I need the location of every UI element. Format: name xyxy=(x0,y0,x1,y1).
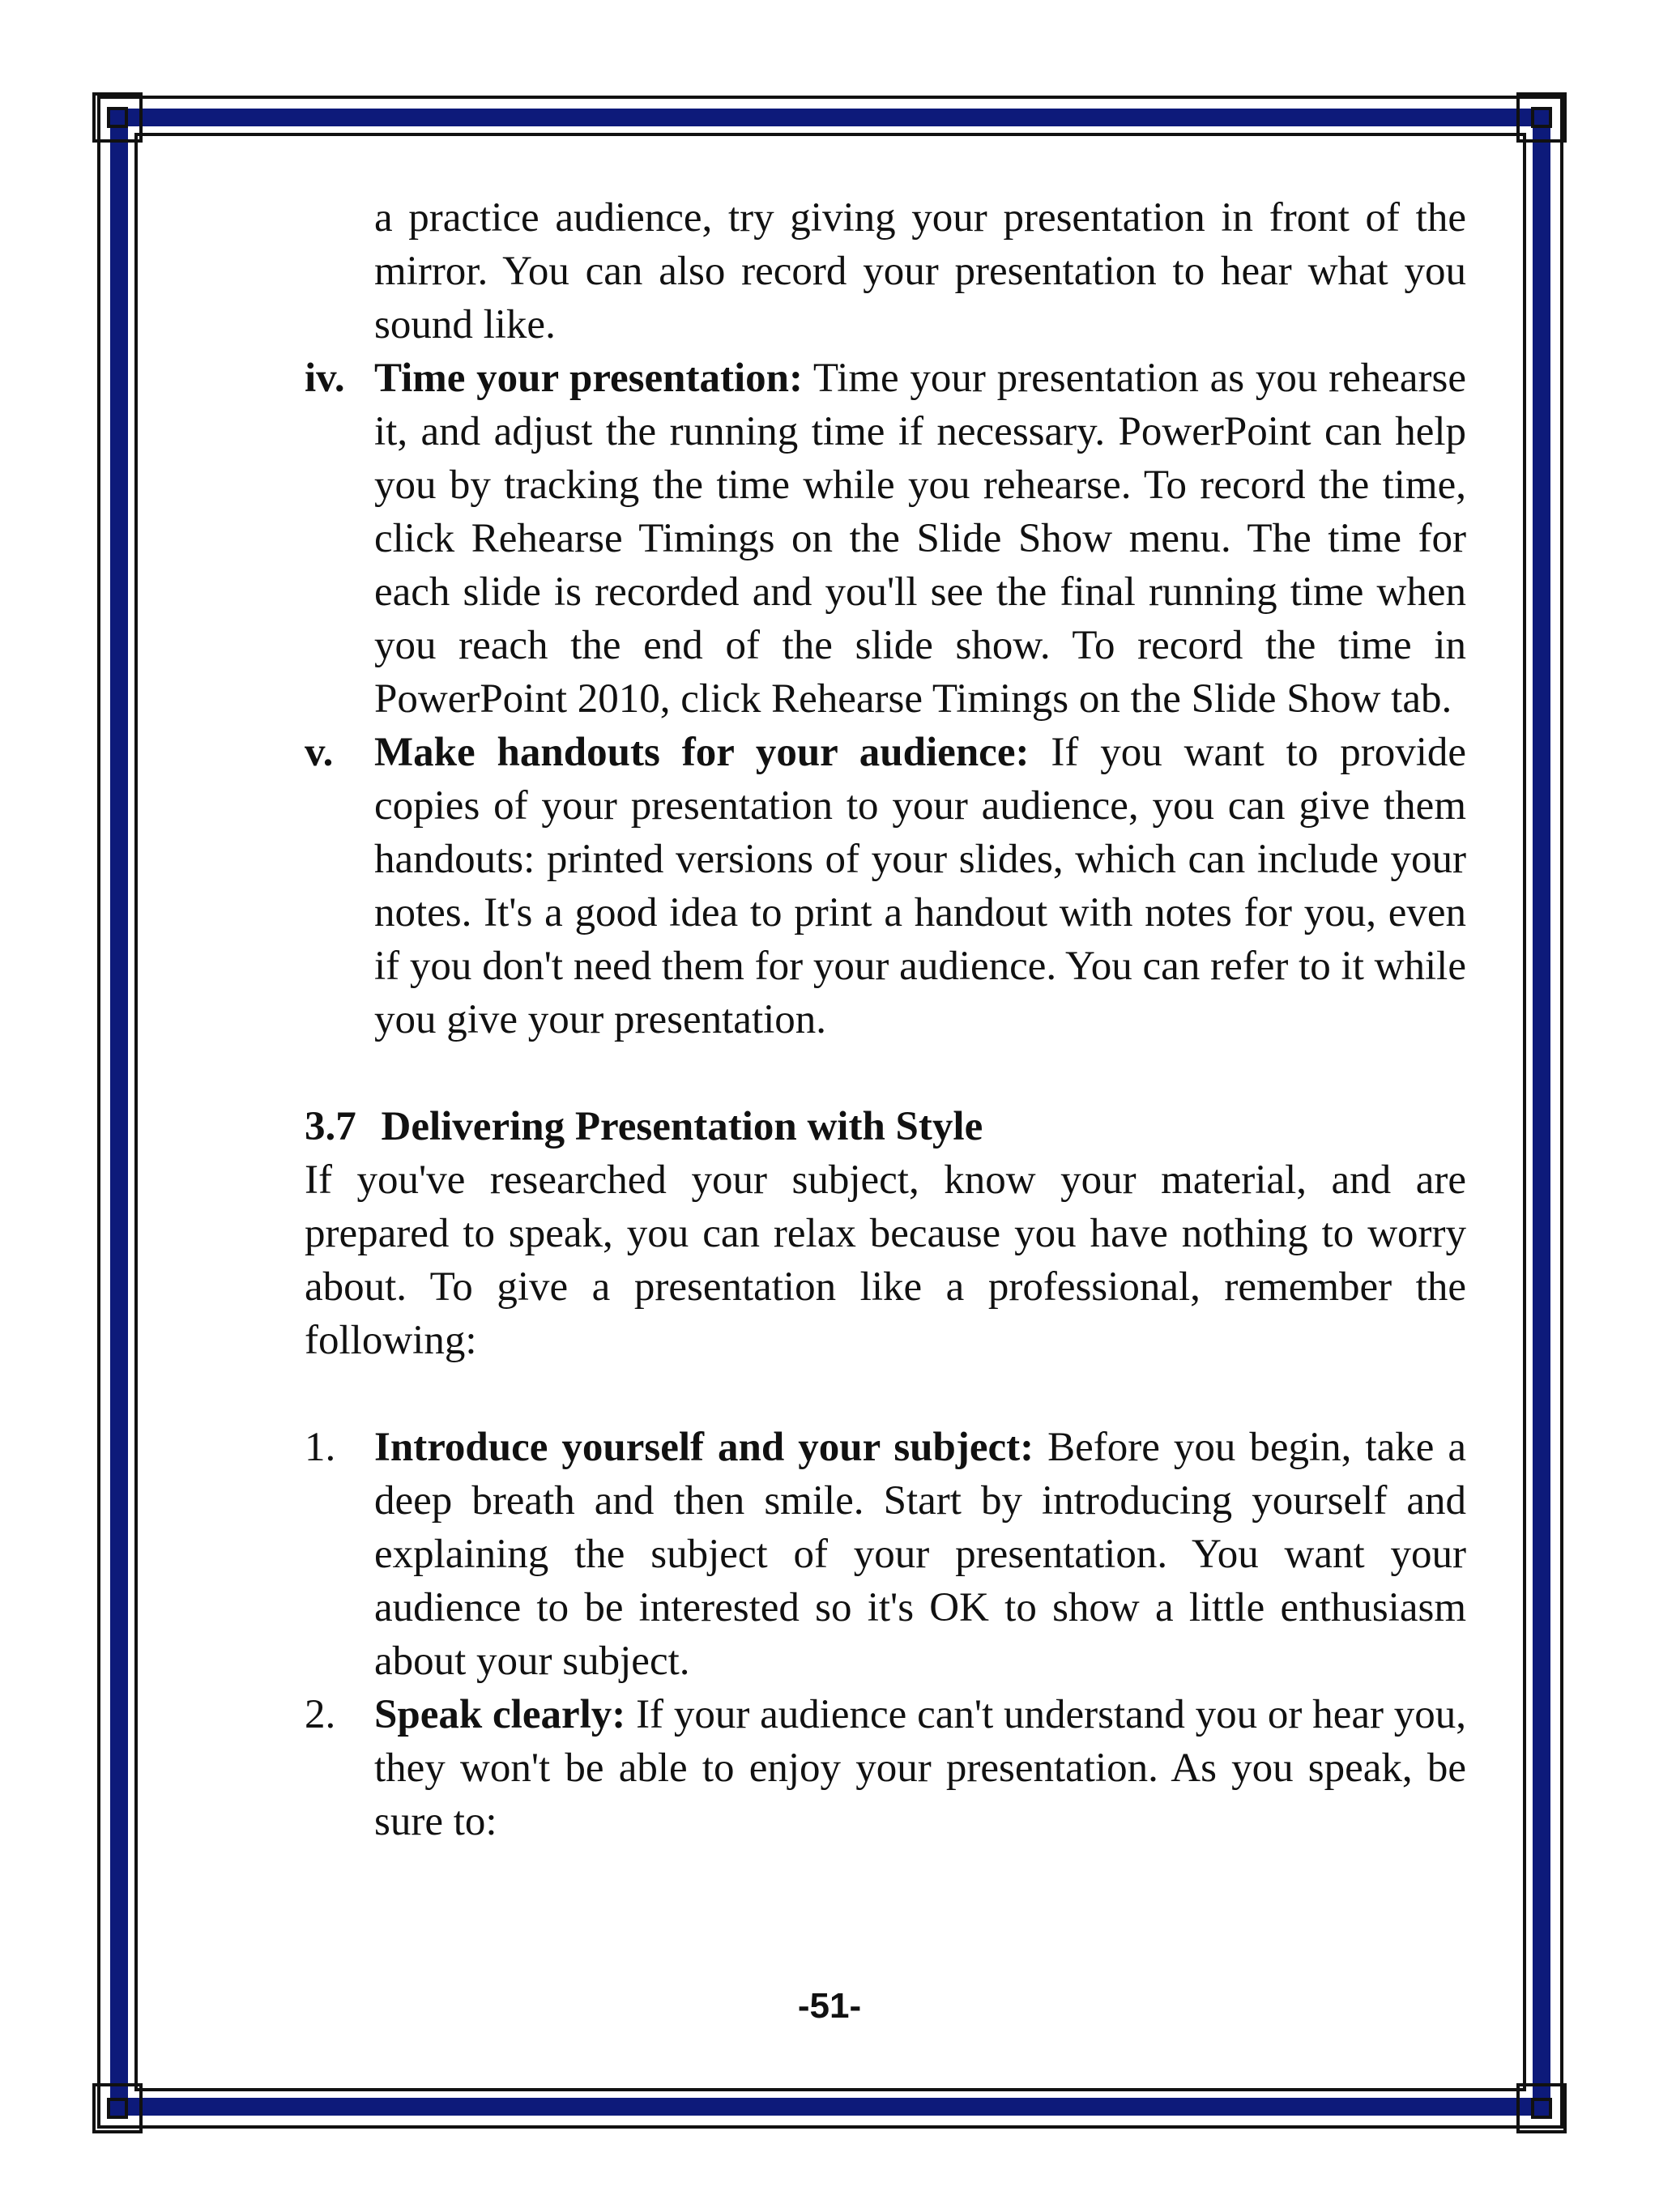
page-content xyxy=(305,191,1466,1848)
list-item-lead: Speak clearly: xyxy=(374,1692,626,1737)
list-marker: 1. xyxy=(305,1425,336,1470)
list-item-lead: Introduce yourself and your subject: xyxy=(374,1425,1034,1470)
list-item-numbered-1 xyxy=(305,1421,1466,1688)
list-item-roman-iv xyxy=(305,352,1466,726)
list-item-numbered-2 xyxy=(305,1688,1466,1848)
continued-paragraph: a practice audience, try giving your presentation in front of the mirror. You can also record your presentation to hear what you sound like. xyxy=(374,195,1466,347)
section-intro-paragraph: If you've researched your subject, know your material, and are prepared to speak, you can relax because you have nothing to worry about. To give a presentation like a professional, remember the following: xyxy=(305,1157,1466,1363)
list-item-roman-v xyxy=(305,726,1466,1046)
list-item-lead: Time your presentation: xyxy=(374,356,804,401)
list-item-text: If you want to provide copies of your presentation to your audience, you can give them handouts: printed versions of your slides, which can include your notes. It's a good idea to print a handout with notes for you, even if you don't need them for your audience. You can refer to it while you give your presentation. xyxy=(374,730,1467,1042)
list-marker: v. xyxy=(305,730,334,775)
corner-ornament-bottom-right xyxy=(1516,2083,1567,2133)
section-title: Delivering Presentation with Style xyxy=(381,1104,983,1149)
corner-ornament-top-left xyxy=(92,92,143,143)
list-item-text: Time your presentation as you rehearse it, and adjust the running time if necessary. PowerPoint can help you by tracking the time while you rehearse. To record the time, click Rehearse Timings on the Slide Show menu. The time for each slide is recorded and you'll see the final running time when you reach the end of the slide show. To record the time in PowerPoint 2010, click Rehearse Timings on the Slide Show tab. xyxy=(374,356,1466,722)
list-item-text: Before you begin, take a deep breath and then smile. Start by introducing yourself and explaining the subject of your presentation. You want your audience to be interested so it's OK to show a little enthusiasm about your subject. xyxy=(374,1425,1467,1684)
section-heading xyxy=(305,1100,1466,1153)
list-marker: iv. xyxy=(305,356,345,401)
page-number: -51- xyxy=(797,1986,862,2026)
list-item-text: If your audience can't understand you or hear you, they won't be able to enjoy your presentation. As you speak, be sure to: xyxy=(374,1692,1466,1844)
corner-ornament-bottom-left xyxy=(92,2083,143,2133)
list-marker: 2. xyxy=(305,1692,336,1737)
corner-ornament-top-right xyxy=(1516,92,1567,143)
list-item-lead: Make handouts for your audience: xyxy=(374,730,1030,775)
paragraph-spacer xyxy=(305,1367,1466,1421)
section-number: 3.7 xyxy=(305,1104,356,1149)
